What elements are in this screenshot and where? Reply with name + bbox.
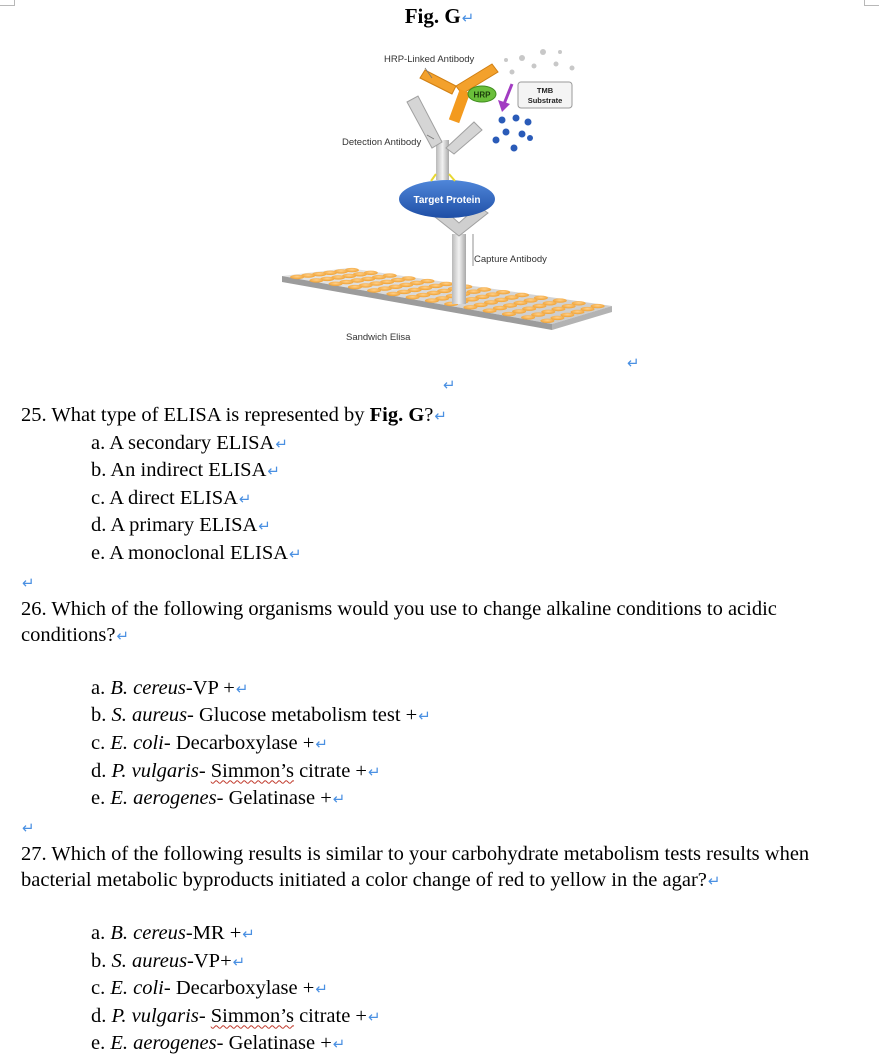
question-number: 25. [21, 404, 47, 426]
sandwich-elisa-diagram [260, 38, 620, 358]
spellcheck-underlined-word: Simmon’s [210, 1004, 294, 1027]
plate-well [540, 319, 554, 323]
paragraph-mark-icon: ↵ [258, 517, 271, 536]
option-25a: a. A secondary ELISA↵ [91, 431, 288, 454]
hrp-antibody-arm-left [420, 70, 456, 94]
paragraph-mark-icon: ↵ [332, 1035, 346, 1054]
figure-reference: Fig. G [369, 404, 425, 426]
paragraph-mark-icon: ↵ [434, 407, 447, 425]
question-text: What type of ELISA is represented by [51, 404, 370, 426]
capture-antibody-label: Capture Antibody [474, 254, 547, 265]
substrate-label: Substrate [527, 96, 563, 105]
paragraph-mark-icon: ↵ [242, 924, 255, 943]
blank-line [21, 813, 851, 841]
detection-antibody-stem [436, 140, 449, 180]
paragraph-mark-icon: ↵ [315, 734, 328, 753]
option-25b: b. An indirect ELISA↵ [91, 459, 280, 482]
detection-antibody-right-arm [446, 122, 482, 154]
plate-well [463, 305, 477, 309]
paragraph-mark-icon: ↵ [418, 707, 431, 726]
colored-product-particles [493, 115, 534, 152]
figure-title-text: Fig. G [404, 4, 461, 28]
option-27b: b. S. aureus-VP+↵ [91, 949, 246, 972]
paragraph-mark-icon: ↵ [232, 952, 246, 971]
reaction-arrow [504, 84, 512, 104]
question-document [21, 402, 851, 1058]
option-26e: e. E. aerogenes- Gelatinase +↵ [91, 787, 346, 810]
hrp-label: HRP [473, 90, 491, 100]
question-text: Which of the following results is similar to your carbohydrate metabolism tests results when bacterial metabolic byproducts initiated a color change of red to yellow in the agar? [21, 842, 810, 892]
paragraph-mark-icon: ↵ [22, 573, 35, 592]
option-27e: e. E. aerogenes- Gelatinase +↵ [91, 1032, 346, 1055]
figure-title [0, 4, 879, 29]
question-mark: ? [424, 404, 434, 426]
paragraph-mark-icon: ↵ [367, 1007, 381, 1026]
question-27 [21, 841, 851, 895]
paragraph-mark-icon: ↵ [707, 872, 721, 891]
paragraph-mark-icon: ↵ [627, 354, 640, 372]
plate-well [290, 275, 304, 279]
detection-antibody-label: Detection Antibody [342, 137, 422, 148]
paragraph-mark-icon: ↵ [443, 376, 456, 394]
question-26 [21, 596, 851, 650]
option-26c: c. E. coli- Decarboxylase +↵ [91, 731, 328, 754]
paragraph-mark-icon: ↵ [22, 818, 35, 837]
paragraph-mark-icon: ↵ [267, 462, 280, 481]
paragraph-mark-icon: ↵ [461, 9, 475, 27]
target-protein-label: Target Protein [413, 195, 481, 206]
plate-well [367, 288, 381, 292]
paragraph-mark-icon: ↵ [235, 679, 249, 698]
question-25-options [21, 430, 851, 568]
plate-well [483, 309, 497, 313]
plate-well [309, 278, 323, 282]
option-26a: a. B. cereus-VP +↵ [91, 676, 249, 699]
option-25e: e. A monoclonal ELISA↵ [91, 541, 302, 564]
option-26d: d. P. vulgaris- Simmon’s citrate +↵ [91, 759, 381, 782]
option-25d: d. A primary ELISA↵ [91, 514, 271, 537]
option-26b: b. S. aureus- Glucose metabolism test +↵ [91, 704, 431, 727]
paragraph-mark-icon: ↵ [289, 544, 302, 563]
capture-antibody-stem [452, 234, 466, 304]
option-27a: a. B. cereus-MR +↵ [91, 921, 255, 944]
plate-well [386, 292, 400, 296]
diagram-svg [260, 38, 620, 358]
question-number: 27. [21, 842, 47, 865]
paragraph-mark-icon: ↵ [367, 762, 381, 781]
question-27-options [21, 920, 851, 1058]
option-27c: c. E. coli- Decarboxylase +↵ [91, 977, 328, 1000]
question-25 [21, 402, 851, 430]
option-25c: c. A direct ELISA↵ [91, 486, 252, 509]
question-26-options [21, 675, 851, 813]
blank-line [21, 568, 851, 596]
option-27d: d. P. vulgaris- Simmon’s citrate +↵ [91, 1004, 381, 1027]
plate-well [502, 312, 516, 316]
plate-well [425, 298, 439, 302]
paragraph-mark-icon: ↵ [332, 790, 346, 809]
plate-well [329, 282, 343, 286]
sandwich-elisa-label: Sandwich Elisa [346, 332, 411, 343]
paragraph-mark-icon: ↵ [116, 627, 130, 646]
plate-well [406, 295, 420, 299]
plate-well [348, 285, 362, 289]
plate-well [521, 315, 535, 319]
question-number: 26. [21, 597, 47, 620]
substrate-particles [504, 49, 575, 75]
hrp-linked-antibody-label: HRP-Linked Antibody [384, 54, 475, 65]
spellcheck-underlined-word: Simmon’s [210, 759, 294, 782]
question-text: Which of the following organisms would you use to change alkaline conditions to acidic conditions? [21, 597, 777, 647]
paragraph-mark-icon: ↵ [275, 434, 288, 453]
paragraph-mark-icon: ↵ [315, 980, 328, 999]
tmb-label: TMB [536, 86, 554, 95]
paragraph-mark-icon: ↵ [238, 489, 252, 508]
